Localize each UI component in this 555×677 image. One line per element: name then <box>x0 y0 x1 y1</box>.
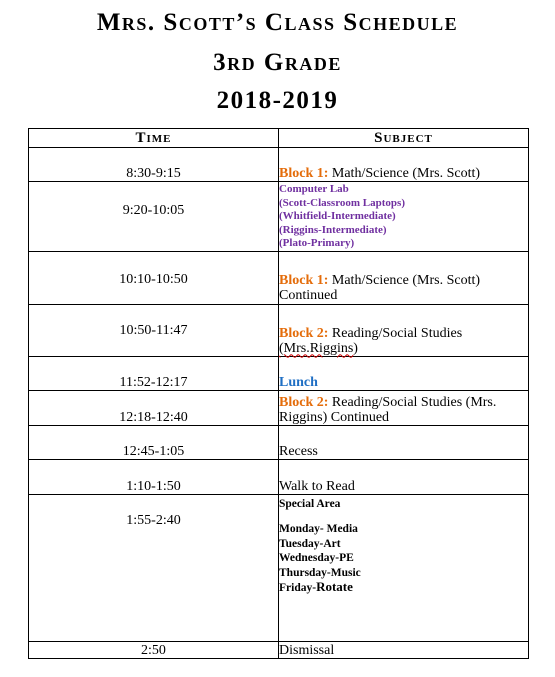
special-day: Wednesday-PE <box>279 552 354 564</box>
subject-cell <box>279 390 529 425</box>
friday-label: Friday- <box>279 582 317 594</box>
table-row <box>29 182 529 252</box>
subject-text: Reading/Social Studies <box>328 325 463 341</box>
subject-text: Reading/Social Studies (Mrs. Riggins) Continued <box>279 394 497 425</box>
computer-lab-label: Computer Lab <box>279 183 349 195</box>
subject-cell <box>279 148 529 182</box>
subject-cell <box>279 304 529 356</box>
friday-value: Rotate <box>316 579 353 594</box>
special-area-heading: Special Area <box>279 497 341 510</box>
time-cell: 1:55-2:40 <box>29 494 279 641</box>
block-label: Block 1: <box>279 166 329 181</box>
table-row <box>29 251 529 304</box>
table-row <box>29 494 529 641</box>
subject-cell <box>279 251 529 304</box>
lab-detail: (Plato-Primary) <box>279 237 355 249</box>
lunch-label: Lunch <box>279 374 318 390</box>
spacer <box>279 511 528 522</box>
table-row <box>29 459 529 494</box>
time-cell: 10:50-11:47 <box>29 304 279 356</box>
block-label: Block 2: <box>279 325 329 341</box>
time-cell: 10:10-10:50 <box>29 251 279 304</box>
table-header-row <box>29 129 529 148</box>
table-row <box>29 641 529 658</box>
lab-detail: (Riggins-Intermediate) <box>279 223 387 236</box>
time-cell: 11:52-12:17 <box>29 356 279 390</box>
time-cell: 8:30-9:15 <box>29 148 279 182</box>
subject-cell: Walk to Read <box>279 459 529 494</box>
year-title: 2018-2019 <box>216 87 339 114</box>
block-label: Block 1: <box>279 272 329 288</box>
special-day <box>279 580 528 596</box>
table-row <box>29 148 529 182</box>
special-day: Monday- Media <box>279 523 358 535</box>
time-cell: 1:10-1:50 <box>29 459 279 494</box>
schedule-table <box>28 128 529 659</box>
time-cell: 12:18-12:40 <box>29 390 279 425</box>
block-label: Block 2: <box>279 394 329 410</box>
spellcheck-text: (Mrs.Riggins <box>279 340 354 356</box>
time-cell: 9:20-10:05 <box>29 182 279 252</box>
subject-cell: Recess <box>279 425 529 459</box>
subject-text: Math/Science (Mrs. Scott) <box>328 166 481 181</box>
schedule-title: Mrs. Scott’s Class Schedule <box>96 9 459 36</box>
table-row <box>29 304 529 356</box>
lab-detail: (Whitfield-Intermediate) <box>279 210 396 222</box>
subject-cell <box>279 182 529 252</box>
subject-text: Math/Science (Mrs. Scott) Continued <box>279 272 481 303</box>
table-row <box>29 425 529 459</box>
subject-cell <box>279 356 529 390</box>
time-cell: 12:45-1:05 <box>29 425 279 459</box>
time-column-header: Time <box>29 129 279 148</box>
table-row <box>29 390 529 425</box>
time-cell: 2:50 <box>29 641 279 658</box>
subject-text-end: ) <box>353 340 358 356</box>
subject-cell: Dismissal <box>279 641 529 658</box>
subject-column-header: Subject <box>279 129 529 148</box>
subject-cell <box>279 494 529 641</box>
lab-detail: (Scott-Classroom Laptops) <box>279 196 405 209</box>
special-day: Tuesday-Art <box>279 537 341 550</box>
special-day: Thursday-Music <box>279 566 361 579</box>
table-row <box>29 356 529 390</box>
grade-title: 3rd Grade <box>213 49 342 76</box>
